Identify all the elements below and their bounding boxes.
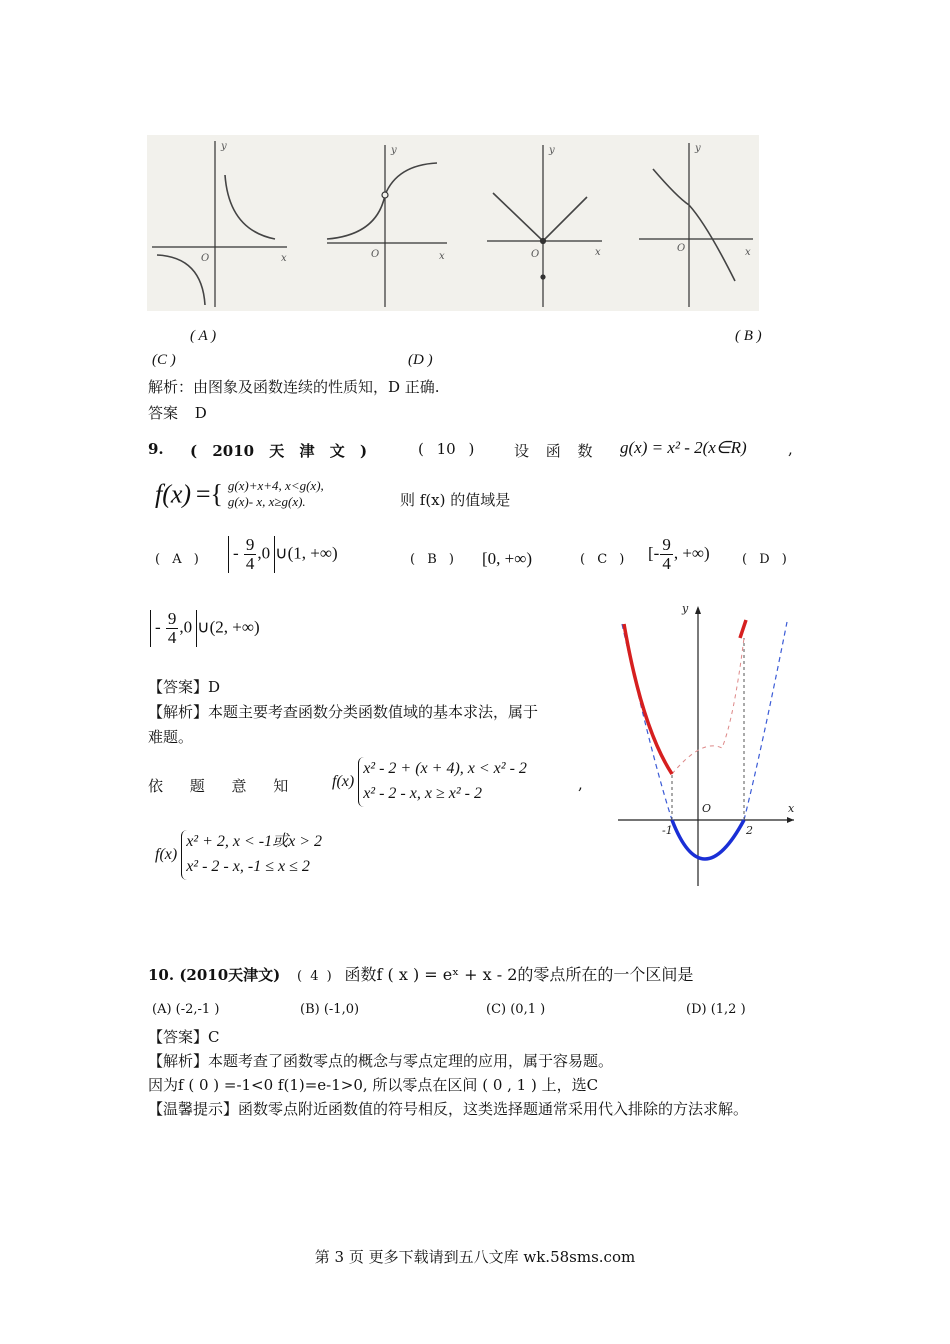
q9-graph-y-label: y bbox=[682, 602, 689, 615]
q9-opt-c: [- $\frac{9}{4}$ , +∞) bbox=[648, 535, 710, 573]
q9-points: ( 10 ) bbox=[418, 440, 475, 458]
graph-c-low-point bbox=[541, 275, 545, 279]
graph-c-origin: O bbox=[531, 249, 540, 260]
q9-opt-a-frac: $\frac{9}{4}$ bbox=[245, 535, 255, 573]
graph-d-x-label: x bbox=[745, 247, 751, 258]
caption-c: (C ) bbox=[152, 352, 176, 368]
q9-opt-d-frac: $\frac{9}{4}$ bbox=[167, 609, 177, 647]
q9-derivation-2-case-2: x² - 2 - x, -1 ≤ x ≤ 2 bbox=[186, 857, 310, 875]
q10-analysis: 【解析】本题考查了函数零点的概念与零点定理的应用，属于容易题。 bbox=[148, 1052, 614, 1070]
q10-points: ( 4 ) bbox=[297, 969, 332, 984]
graph-b-y-label: y bbox=[391, 145, 397, 156]
graph-b-open-point bbox=[382, 192, 388, 198]
q9-f-symbol: f(x) bbox=[155, 479, 192, 509]
q9-stem-prefix: 设 函 数 bbox=[514, 442, 593, 460]
q9-graph-dashed-right bbox=[744, 622, 787, 820]
graph-a-curve-left bbox=[157, 255, 205, 305]
four-graphs-figure bbox=[147, 135, 759, 311]
q9-graph-guides bbox=[672, 638, 744, 820]
q9-f-definition: f(x) ={ g(x)+x+4, x<g(x), g(x)- x, x≥g(x). bbox=[155, 478, 324, 510]
q9-graph-x-label: x bbox=[788, 802, 795, 815]
caption-b: ( B ) bbox=[735, 328, 762, 344]
q9-opt-a-label: ( A ) bbox=[155, 552, 199, 567]
q9-graph-red-left bbox=[624, 624, 672, 774]
q9-number: 9. bbox=[148, 440, 164, 458]
q9-graph-red-right bbox=[740, 620, 746, 638]
q10-head: 10. (2010天津文) bbox=[148, 966, 281, 984]
graph-c-y-label: y bbox=[549, 145, 555, 156]
q9-opt-c-frac: $\frac{9}{4}$ bbox=[662, 535, 671, 573]
q9-graph-tick-neg1: -1 bbox=[662, 824, 673, 837]
q9-graph-origin: O bbox=[702, 802, 712, 815]
q9-g-def: g(x) = x² - 2(x∈R) bbox=[620, 438, 747, 457]
q9-derivation-1-case-2: x² - 2 - x, x ≥ x² - 2 bbox=[363, 784, 482, 802]
q9-graph-blue-parabola bbox=[672, 820, 744, 859]
graph-a-y-label: y bbox=[221, 141, 227, 152]
q9-f-case-1: g(x)+x+4, x<g(x), bbox=[227, 478, 324, 493]
q10-option-c: (C) (0,1 ) bbox=[486, 1002, 546, 1017]
page-footer: 第 3 页 更多下载请到五八文库 wk.58sms.com bbox=[314, 1248, 636, 1266]
graph-c-curve bbox=[493, 193, 587, 241]
q9-graph-x-arrow bbox=[787, 817, 794, 823]
graph-b-curve bbox=[327, 163, 437, 239]
q9-derivation-comma: , bbox=[578, 775, 583, 793]
graph-b-x-label: x bbox=[439, 251, 445, 262]
q9-analysis-line1: 【解析】本题主要考查函数分类函数值域的基本求法，属于 bbox=[148, 703, 539, 721]
q9-analysis-line2: 难题。 bbox=[148, 728, 194, 746]
q10-option-b: (B) (-1,0) bbox=[300, 1002, 360, 1017]
q10-option-d: (D) (1,2 ) bbox=[686, 1002, 746, 1017]
q9-f-case-2: g(x)- x, x≥g(x). bbox=[227, 494, 306, 510]
q8-answer-label: 答案 bbox=[148, 404, 179, 422]
caption-a: ( A ) bbox=[190, 328, 217, 344]
graph-b-origin: O bbox=[371, 249, 380, 260]
graph-a-curve-right bbox=[225, 175, 275, 239]
q9-opt-b: [0, +∞) bbox=[482, 549, 533, 568]
graph-d-origin: O bbox=[677, 243, 686, 254]
q9-stem-tail: 则 f(x) 的值域是 bbox=[400, 491, 511, 509]
q10-tip: 【温馨提示】函数零点附近函数值的符号相反，这类选择题通常采用代入排除的方法求解。 bbox=[148, 1100, 749, 1118]
q9-graph-y-arrow bbox=[695, 606, 701, 614]
caption-d: (D ) bbox=[408, 352, 433, 368]
graph-a-origin: O bbox=[201, 253, 210, 264]
q9-answer: 【答案】D bbox=[148, 678, 221, 696]
q10-header bbox=[148, 962, 693, 985]
q8-analysis: 解析：由图象及函数连续的性质知，D 正确. bbox=[148, 378, 440, 396]
q10-because: 因为f ( 0 ) =-1<0 f(1)=e-1>0, 所以零点在区间 ( 0 , 1 ) 上，选C bbox=[148, 1076, 599, 1094]
graph-c-point bbox=[541, 239, 546, 244]
q10-stem: 函数f ( x ) = eˣ + x - 2的零点所在的一个区间是 bbox=[344, 965, 694, 984]
graph-c-x-label: x bbox=[595, 247, 601, 258]
q10-option-a: (A) (-2,-1 ) bbox=[152, 1002, 220, 1017]
q9-opt-a: - $\frac{9}{4}$ ,0 ∪(1, +∞) bbox=[228, 536, 338, 573]
q9-opt-d-label: ( D ) bbox=[742, 552, 787, 567]
q9-derivation-2-case-1: x² + 2, x < -1或x > 2 bbox=[186, 833, 323, 850]
q9-derivation-2: f(x) x² + 2, x < -1或x > 2 x² - 2 - x, -1 ≤ x ≤ 2 bbox=[155, 830, 322, 880]
q9-derivation-1-case-1: x² - 2 + (x + 4), x < x² - 2 bbox=[363, 760, 527, 777]
q9-graph-dashed-middle bbox=[672, 638, 744, 774]
figure-strip bbox=[147, 135, 759, 311]
q9-yiti: 依 题 意 知 bbox=[148, 777, 289, 795]
graph-d-y-label: y bbox=[695, 143, 701, 154]
q9-source: ( 2010 天 津 文 ) bbox=[190, 442, 368, 460]
q9-opt-b-label: ( B ) bbox=[410, 552, 454, 567]
q9-comma: , bbox=[788, 440, 793, 458]
graph-d-curve bbox=[653, 169, 735, 281]
q8-answer bbox=[148, 402, 207, 423]
q9-graph bbox=[612, 598, 802, 888]
q9-f-cases bbox=[228, 478, 324, 511]
graph-a-x-label: x bbox=[281, 253, 287, 264]
q10-answer: 【答案】C bbox=[148, 1028, 220, 1046]
q9-opt-d: - $\frac{9}{4}$ ,0 ∪(2, +∞) bbox=[150, 610, 260, 647]
q9-opt-c-label: ( C ) bbox=[580, 552, 625, 567]
q9-derivation-1: f(x) x² - 2 + (x + 4), x < x² - 2 x² - 2 - x, x ≥ x² - 2 bbox=[332, 757, 527, 807]
q8-answer-value: D bbox=[194, 404, 207, 422]
q9-graph-tick-2: 2 bbox=[746, 824, 753, 837]
